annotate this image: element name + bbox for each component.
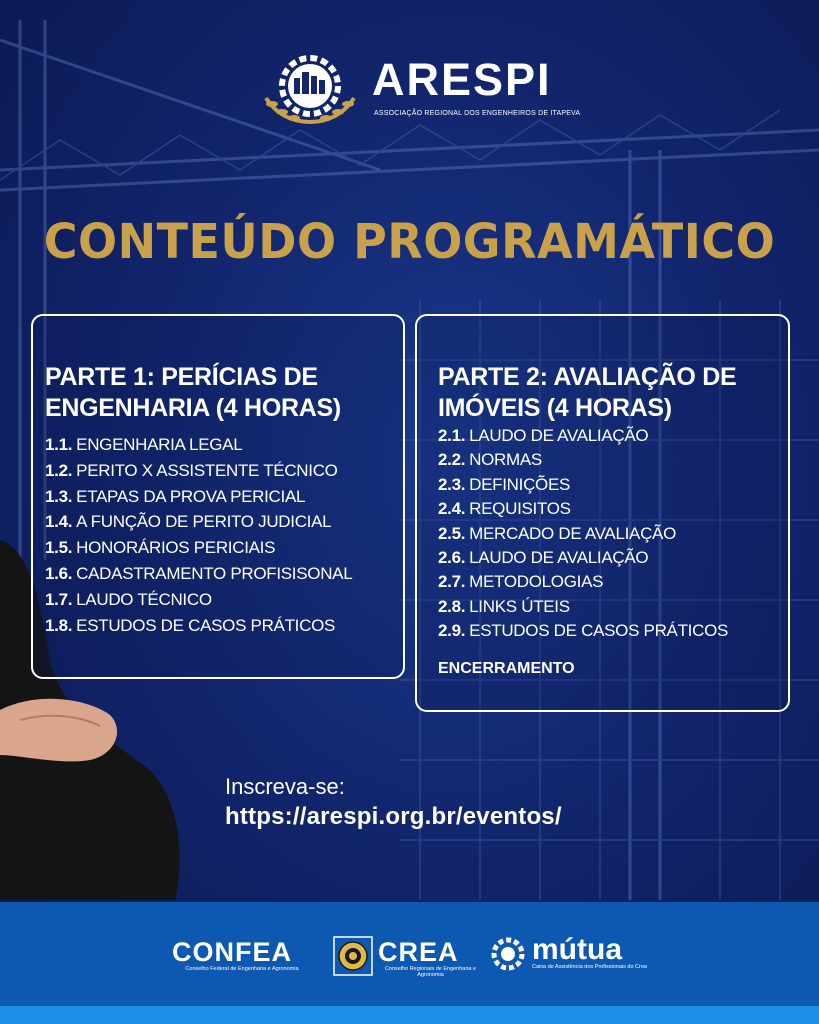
part1-title: PARTE 1: PERÍCIAS DE ENGENHARIA (4 HORAS) xyxy=(45,363,341,422)
crea-emblem-icon xyxy=(333,936,373,976)
confea-name: CONFEA xyxy=(172,937,292,967)
mutua-subtitle: Caixa de Assistência dos Profissionais do Crea xyxy=(532,964,647,970)
list-item: 1.4. A FUNÇÃO DE PERITO JUDICIAL xyxy=(45,512,332,532)
list-item: 2.2. NORMAS xyxy=(438,450,542,470)
logo-subtitle: ASSOCIAÇÃO REGIONAL DOS ENGENHEIROS DE ITAPEVA xyxy=(374,110,581,117)
list-item: 2.6. LAUDO DE AVALIAÇÃO xyxy=(438,547,649,567)
crea-subtitle: Conselho Regionais de Engenharia e Agronomia xyxy=(384,966,477,978)
list-item: 2.5. MERCADO DE AVALIAÇÃO xyxy=(438,523,677,543)
footer xyxy=(0,902,819,1024)
list-item: 2.9. ESTUDOS DE CASOS PRÁTICOS xyxy=(438,621,729,641)
list-item: 1.8. ESTUDOS DE CASOS PRÁTICOS xyxy=(45,615,336,635)
mutua-name: mútua xyxy=(532,933,622,966)
list-item: 1.6. CADASTRAMENTO PROFISISONAL xyxy=(45,563,353,583)
closing-label: ENCERRAMENTO xyxy=(438,660,575,677)
arespi-logo xyxy=(258,52,581,132)
footer-strip xyxy=(0,1006,819,1024)
part2-title: PARTE 2: AVALIAÇÃO DE IMÓVEIS (4 HORAS) xyxy=(438,363,737,422)
gear-city-emblem-icon xyxy=(258,52,362,128)
confea-logo xyxy=(172,938,312,972)
list-item: 2.7. METODOLOGIAS xyxy=(438,572,604,592)
crea-name: CREA xyxy=(378,937,459,967)
confea-subtitle: Conselho Federal de Engenharia e Agronomia xyxy=(185,966,299,972)
list-item: 1.5. HONORÁRIOS PERICIAIS xyxy=(45,538,276,558)
list-item: 1.3. ETAPAS DA PROVA PERICIAL xyxy=(45,486,306,506)
logo-name: ARESPI xyxy=(372,54,552,105)
mutua-gear-icon xyxy=(490,934,530,974)
part1-card xyxy=(31,314,405,679)
cta-label: Inscreva-se: xyxy=(225,774,345,799)
part2-list xyxy=(438,424,728,644)
part2-card xyxy=(415,314,790,712)
list-item: 2.1. LAUDO DE AVALIAÇÃO xyxy=(438,426,649,445)
list-item: 2.3. DEFINIÇÕES xyxy=(438,474,571,494)
list-item: 2.8. LINKS ÚTEIS xyxy=(438,596,570,616)
list-item: 1.1. ENGENHARIA LEGAL xyxy=(45,435,243,454)
page-title: CONTEÚDO PROGRAMÁTICO xyxy=(43,212,776,270)
list-item: 1.7. LAUDO TÉCNICO xyxy=(45,589,212,609)
list-item: 2.4. REQUISITOS xyxy=(438,499,571,519)
part1-list xyxy=(45,432,352,638)
list-item: 1.2. PERITO X ASSISTENTE TÉCNICO xyxy=(45,460,338,480)
registration-link[interactable]: https://arespi.org.br/eventos/ xyxy=(225,803,562,830)
